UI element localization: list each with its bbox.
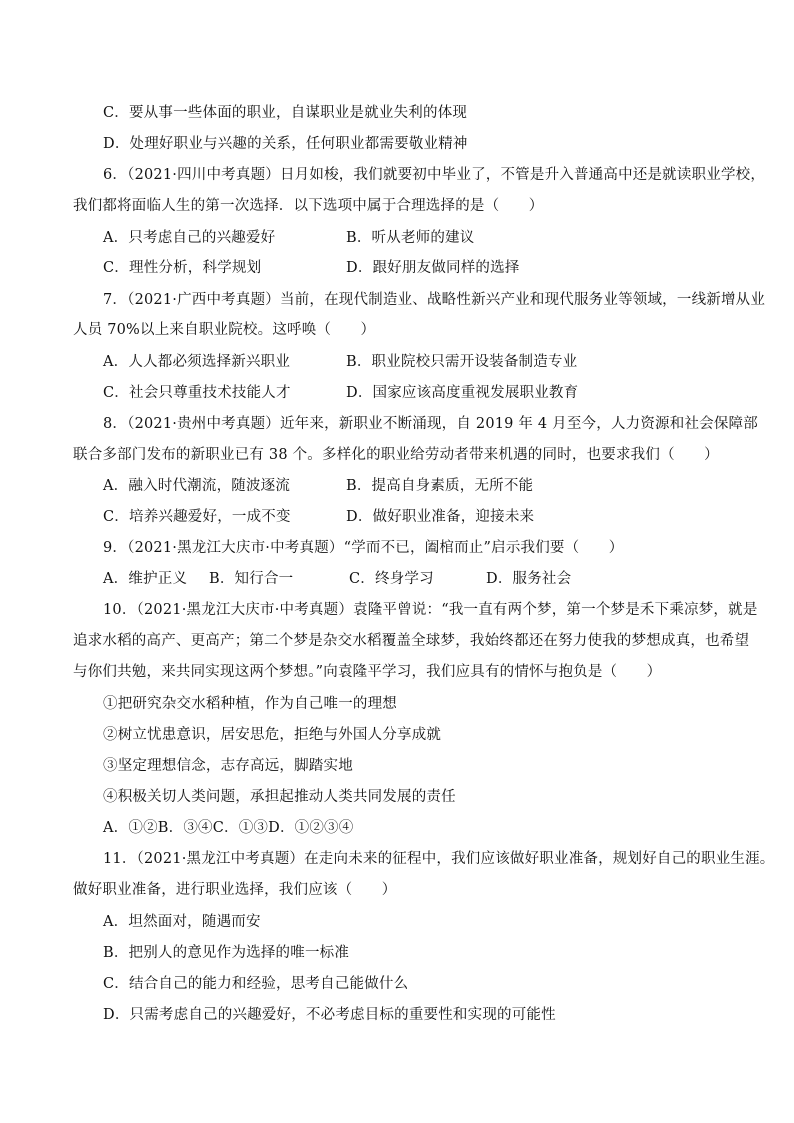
q7-stem-line1: 7．（2021·广西中考真题）当前，在现代制造业、战略性新兴产业和现代服务业等领域，一线新增从业 [103,292,766,308]
q7-option-d: D．国家应该高度重视发展职业教育 [346,385,579,401]
q9-option-b: B．知行合一 [209,571,294,587]
q8-option-b: B．提高自身素质，无所不能 [346,478,534,494]
q9-option-c: C．终身学习 [349,571,434,587]
q10-stem-line2: 追求水稻的高产、更高产；第二个梦是杂交水稻覆盖全球梦，我始终都还在努力使我的梦想成真，也希望 [73,633,750,649]
q11-stem-line2: 做好职业准备，进行职业选择，我们应该（ ） [73,882,397,898]
q11-option-a: A．坦然面对，随遇而安 [103,914,261,930]
q8-option-a: A．融入时代潮流，随波逐流 [103,478,291,494]
q10-stem-line3: 与你们共勉，来共同实现这两个梦想。”向袁隆平学习，我们应具有的情怀与抱负是（ ） [73,664,662,680]
q10-options: A．①②B．③④C．①③D．①②③④ [103,820,354,836]
q11-option-c: C．结合自己的能力和经验，思考自己能做什么 [103,976,409,992]
q6-option-a: A．只考虑自己的兴趣爱好 [103,230,276,246]
q8-stem-line1: 8．（2021·贵州中考真题）近年来，新职业不断涌现，自 2019 年 4 月至今，人力资源和社会保障部 [103,416,758,432]
q6-option-c: C．理性分析，科学规划 [103,260,262,276]
prev-option-c: C．要从事一些体面的职业，自谋职业是就业失利的体现 [103,105,468,121]
q6-option-b: B．听从老师的建议 [346,230,475,246]
q7-stem-line2: 人员 70%以上来自职业院校。这呼唤（ ） [73,322,376,338]
q10-item-1: ①把研究杂交水稻种植，作为自己唯一的理想 [103,696,397,712]
q9-option-d: D．服务社会 [486,571,572,587]
q6-option-d: D．跟好朋友做同样的选择 [346,260,520,276]
q7-option-b: B．职业院校只需开设装备制造专业 [346,354,578,370]
q9-option-a: A．维护正义 [103,571,188,587]
q8-option-c: C．培养兴趣爱好，一成不变 [103,509,291,525]
q10-item-4: ④积极关切人类问题，承担起推动人类共同发展的责任 [103,789,456,805]
q10-stem-line1: 10．（2021·黑龙江大庆市·中考真题）袁隆平曾说：“我一直有两个梦，第一个梦是禾下乘凉梦，就是 [103,602,758,618]
q7-option-c: C．社会只尊重技术技能人才 [103,385,291,401]
q6-stem-line1: 6．（2021·四川中考真题）日月如梭，我们就要初中毕业了，不管是升入普通高中还是就读职业学校， [103,167,766,183]
q11-option-d: D．只需考虑自己的兴趣爱好，不必考虑目标的重要性和实现的可能性 [103,1007,556,1023]
q10-item-2: ②树立忧患意识，居安思危，拒绝与外国人分享成就 [103,727,442,743]
q9-stem-line1: 9．（2021·黑龙江大庆市·中考真题）“学而不已，阖棺而止”启示我们要（ ） [103,540,624,556]
q11-option-b: B．把别人的意见作为选择的唯一标准 [103,945,350,961]
q7-option-a: A．人人都必须选择新兴职业 [103,354,291,370]
q11-stem-line1: 11．（2021·黑龙江中考真题）在走向未来的征程中，我们应该做好职业准备，规划好自己的职业生涯。 [103,851,775,867]
prev-option-d: D．处理好职业与兴趣的关系，任何职业都需要敬业精神 [103,136,468,152]
q6-stem-line2: 我们都将面临人生的第一次选择．以下选项中属于合理选择的是（ ） [73,198,544,214]
q8-option-d: D．做好职业准备，迎接未来 [346,509,535,525]
q10-item-3: ③坚定理想信念，志存高远，脚踏实地 [103,758,353,774]
q8-stem-line2: 联合多部门发布的新职业已有 38 个。多样化的职业给劳动者带来机遇的同时，也要求我们（ ） [73,447,719,463]
